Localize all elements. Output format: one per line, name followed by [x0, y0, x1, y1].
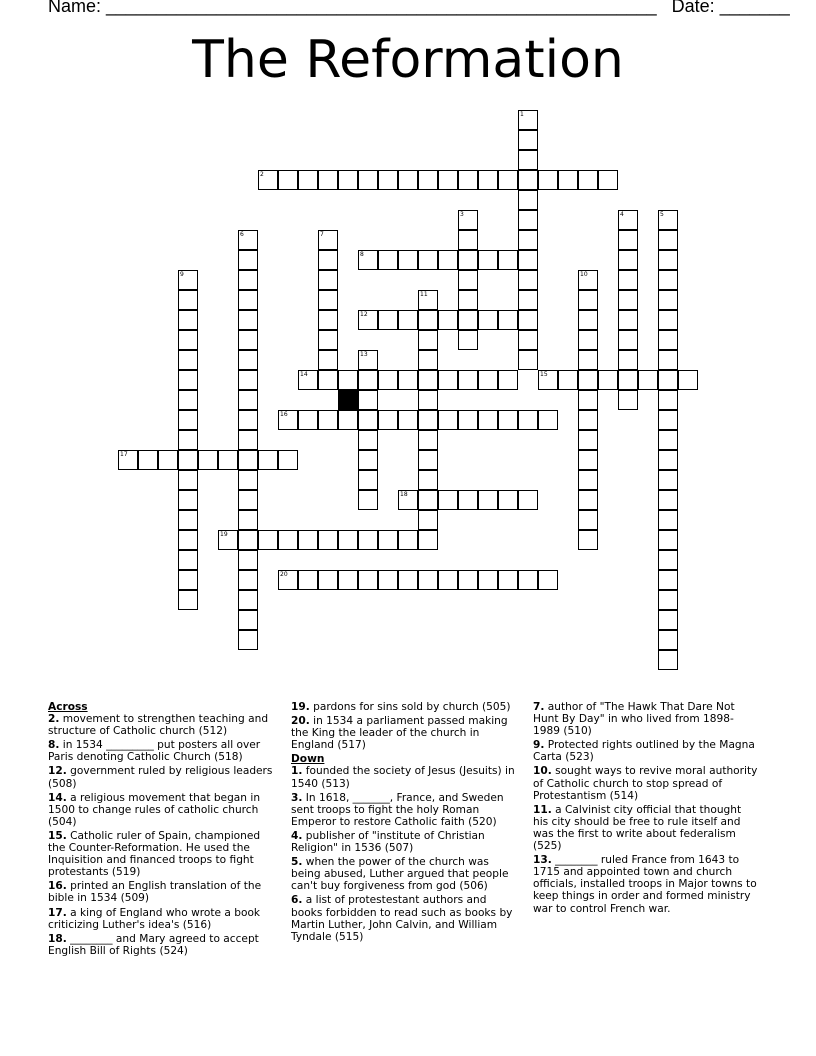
clue-item-number: 8.: [48, 739, 60, 752]
clue-item: [48, 792, 274, 828]
crossword-cell[interactable]: [358, 170, 378, 190]
clue-number: 2: [260, 171, 264, 178]
crossword-cell[interactable]: [318, 350, 338, 370]
crossword-cell[interactable]: [538, 170, 558, 190]
crossword-cell[interactable]: [658, 230, 678, 250]
crossword-cell[interactable]: [458, 310, 478, 330]
crossword-cell[interactable]: [398, 570, 418, 590]
crossword-cell[interactable]: [578, 450, 598, 470]
crossword-cell[interactable]: [438, 370, 458, 390]
crossword-cell[interactable]: [458, 370, 478, 390]
crossword-cell[interactable]: [518, 350, 538, 370]
clue-item-number: 9.: [533, 739, 545, 752]
crossword-cell[interactable]: [318, 570, 338, 590]
crossword-cell[interactable]: [438, 490, 458, 510]
crossword-cell[interactable]: [518, 210, 538, 230]
crossword-cell[interactable]: [238, 290, 258, 310]
clue-section-heading: Across: [48, 701, 88, 713]
crossword-cell[interactable]: [578, 310, 598, 330]
clue-item: [291, 701, 517, 713]
clue-item-text: printed an English translation of the bible in 1534 (509): [48, 880, 262, 905]
crossword-cell[interactable]: [178, 470, 198, 490]
crossword-cell[interactable]: [238, 430, 258, 450]
crossword-cell[interactable]: [358, 410, 378, 430]
crossword-cell[interactable]: [458, 330, 478, 350]
crossword-cell[interactable]: [158, 450, 178, 470]
clues-column-1: [48, 701, 274, 959]
crossword-cell[interactable]: [318, 530, 338, 550]
clue-item-text: Catholic ruler of Spain, championed the Counter-Reformation. He used the Inquisition and financed troops to fight protestants (519): [48, 829, 261, 879]
crossword-cell[interactable]: [518, 150, 538, 170]
crossword-cell[interactable]: [378, 370, 398, 390]
crossword-cell[interactable]: [418, 430, 438, 450]
crossword-cell[interactable]: [618, 350, 638, 370]
crossword-cell[interactable]: [638, 370, 658, 390]
crossword-cell[interactable]: [658, 510, 678, 530]
clue-number: 14: [300, 371, 308, 378]
clue-item-number: 20.: [291, 715, 310, 728]
crossword-cell[interactable]: [318, 270, 338, 290]
crossword-cell[interactable]: [358, 570, 378, 590]
crossword-cell[interactable]: [658, 350, 678, 370]
clue-item: [48, 830, 274, 878]
crossword-cell[interactable]: [418, 450, 438, 470]
crossword-cell[interactable]: [658, 270, 678, 290]
crossword-cell[interactable]: [458, 170, 478, 190]
clues-column-2: [291, 701, 517, 945]
clue-item: [291, 856, 517, 892]
crossword-cell[interactable]: [618, 330, 638, 350]
crossword-cell[interactable]: [338, 170, 358, 190]
clue-number: 1: [520, 111, 524, 118]
crossword-cell[interactable]: [278, 170, 298, 190]
crossword-cell[interactable]: [618, 390, 638, 410]
clue-number: 7: [320, 231, 324, 238]
crossword-cell[interactable]: [518, 230, 538, 250]
crossword-cell[interactable]: [238, 330, 258, 350]
crossword-cell[interactable]: [378, 250, 398, 270]
crossword-cell[interactable]: [418, 370, 438, 390]
crossword-cell[interactable]: [178, 350, 198, 370]
crossword-cell[interactable]: [418, 350, 438, 370]
crossword-cell[interactable]: [378, 570, 398, 590]
clue-item-text: a king of England who wrote a book criticizing Luther's idea's (516): [48, 906, 261, 931]
crossword-cell[interactable]: [418, 490, 438, 510]
crossword-cell[interactable]: [598, 370, 618, 390]
crossword-cell[interactable]: [358, 390, 378, 410]
clue-item-text: founded the society of Jesus (Jesuits) in 1540 (513): [291, 765, 515, 790]
crossword-cell[interactable]: [358, 530, 378, 550]
crossword-cell[interactable]: [378, 530, 398, 550]
black-cell: [338, 390, 358, 410]
crossword-cell[interactable]: [658, 630, 678, 650]
clue-number: 5: [660, 211, 664, 218]
crossword-cell[interactable]: [318, 290, 338, 310]
clue-item-number: 7.: [533, 701, 545, 713]
crossword-cell[interactable]: [518, 190, 538, 210]
crossword-cell[interactable]: [578, 170, 598, 190]
crossword-cell[interactable]: [278, 530, 298, 550]
crossword-cell[interactable]: [398, 170, 418, 190]
crossword-cell[interactable]: [418, 250, 438, 270]
clue-item-text: In 1618, _______, France, and Sweden sent troops to fight the holy Roman Emperor to restore Catholic faith (520): [291, 791, 504, 828]
clue-number: 9: [180, 271, 184, 278]
crossword-cell[interactable]: [238, 390, 258, 410]
crossword-cell[interactable]: [458, 290, 478, 310]
crossword-cell[interactable]: [458, 250, 478, 270]
clues-column-3: [533, 701, 759, 917]
crossword-cell[interactable]: [538, 410, 558, 430]
clue-item-number: 18.: [48, 932, 67, 945]
name-blank[interactable]: _______________________________________________________: [106, 0, 657, 16]
clue-item-text: when the power of the church was being abused, Luther argued that people can't buy forgiveness from god (506): [291, 856, 509, 893]
crossword-cell[interactable]: [658, 430, 678, 450]
clue-item: [48, 713, 274, 737]
crossword-cell[interactable]: [478, 170, 498, 190]
clue-item: [533, 804, 759, 852]
crossword-cell[interactable]: [478, 310, 498, 330]
crossword-cell[interactable]: [578, 330, 598, 350]
crossword-cell[interactable]: [618, 250, 638, 270]
crossword-cell[interactable]: [418, 310, 438, 330]
crossword-cell[interactable]: [418, 570, 438, 590]
crossword-cell[interactable]: [658, 650, 678, 670]
clue-item-number: 16.: [48, 880, 67, 893]
crossword-cell[interactable]: [498, 310, 518, 330]
crossword-cell[interactable]: [518, 250, 538, 270]
clue-item-text: author of "The Hawk That Dare Not Hunt By Day" in who lived from 1898-1989 (510): [533, 701, 735, 738]
crossword-cell[interactable]: [498, 370, 518, 390]
clue-item-number: 6.: [291, 894, 303, 907]
clue-number: 17: [120, 451, 128, 458]
crossword-cell[interactable]: [438, 250, 458, 270]
crossword-cell[interactable]: [518, 490, 538, 510]
clue-item: [291, 715, 517, 751]
clue-number: 4: [620, 211, 624, 218]
crossword-cell[interactable]: [498, 570, 518, 590]
crossword-cell[interactable]: [418, 470, 438, 490]
crossword-cell[interactable]: [578, 370, 598, 390]
crossword-cell[interactable]: [578, 530, 598, 550]
crossword-cell[interactable]: [458, 410, 478, 430]
clue-item-number: 14.: [48, 791, 67, 804]
crossword-cell[interactable]: [318, 310, 338, 330]
crossword-cell[interactable]: [498, 170, 518, 190]
crossword-cell[interactable]: [298, 410, 318, 430]
crossword-cell[interactable]: [178, 330, 198, 350]
crossword-cell[interactable]: [178, 510, 198, 530]
clue-number: 12: [360, 311, 368, 318]
crossword-cell[interactable]: [518, 570, 538, 590]
crossword-cell[interactable]: [218, 450, 238, 470]
crossword-cell[interactable]: [578, 390, 598, 410]
crossword-cell[interactable]: [258, 530, 278, 550]
clue-item-number: 17.: [48, 906, 67, 919]
clue-number: 13: [360, 351, 368, 358]
clue-item-number: 10.: [533, 765, 552, 778]
crossword-cell[interactable]: [338, 530, 358, 550]
crossword-cell[interactable]: [658, 450, 678, 470]
clue-number: 20: [280, 571, 288, 578]
crossword-cell[interactable]: [598, 170, 618, 190]
crossword-cell[interactable]: [338, 570, 358, 590]
crossword-cell[interactable]: [398, 410, 418, 430]
crossword-cell[interactable]: [398, 370, 418, 390]
clue-number: 19: [220, 531, 228, 538]
crossword-cell[interactable]: [378, 310, 398, 330]
crossword-cell[interactable]: [318, 330, 338, 350]
crossword-cell[interactable]: [678, 370, 698, 390]
crossword-cell[interactable]: [498, 410, 518, 430]
crossword-cell[interactable]: [318, 370, 338, 390]
clue-item: [533, 739, 759, 763]
clue-item: [291, 792, 517, 828]
page-title: The Reformation: [192, 30, 624, 90]
clue-number: 8: [360, 251, 364, 258]
clue-item-number: 4.: [291, 829, 303, 842]
date-blank[interactable]: _______: [719, 0, 790, 16]
crossword-cell[interactable]: [238, 450, 258, 470]
crossword-cell[interactable]: [458, 270, 478, 290]
crossword-cell[interactable]: [578, 470, 598, 490]
clue-number: 15: [540, 371, 548, 378]
crossword-cell[interactable]: [458, 570, 478, 590]
clue-item-number: 19.: [291, 701, 310, 713]
crossword-cell[interactable]: [658, 490, 678, 510]
clue-number: 18: [400, 491, 408, 498]
clue-item: [48, 907, 274, 931]
crossword-cell[interactable]: [358, 490, 378, 510]
crossword-cell[interactable]: [178, 570, 198, 590]
clue-section-heading: Down: [291, 753, 325, 766]
crossword-cell[interactable]: [658, 330, 678, 350]
crossword-cell[interactable]: [418, 390, 438, 410]
crossword-cell[interactable]: [238, 630, 258, 650]
crossword-cell[interactable]: [398, 530, 418, 550]
crossword-cell[interactable]: [338, 410, 358, 430]
crossword-cell[interactable]: [238, 350, 258, 370]
clue-item-number: 12.: [48, 765, 67, 778]
crossword-cell[interactable]: [258, 450, 278, 470]
crossword-cell[interactable]: [518, 170, 538, 190]
crossword-cell[interactable]: [558, 370, 578, 390]
crossword-cell[interactable]: [658, 310, 678, 330]
clue-item-text: a religious movement that began in 1500 to change rules of catholic church (504): [48, 791, 261, 828]
clue-number: 11: [420, 291, 428, 298]
crossword-cell[interactable]: [238, 550, 258, 570]
crossword-cell[interactable]: [518, 330, 538, 350]
crossword-cell[interactable]: [478, 490, 498, 510]
crossword-cell[interactable]: [618, 230, 638, 250]
crossword-cell[interactable]: [658, 290, 678, 310]
clue-item-text: pardons for sins sold by church (505): [313, 701, 511, 713]
crossword-cell[interactable]: [658, 470, 678, 490]
crossword-cell[interactable]: [578, 290, 598, 310]
crossword-cell[interactable]: [518, 270, 538, 290]
crossword-cell[interactable]: [658, 530, 678, 550]
crossword-cell[interactable]: [178, 590, 198, 610]
clue-item: [533, 765, 759, 801]
clue-item-number: 11.: [533, 803, 552, 816]
crossword-cell[interactable]: [358, 450, 378, 470]
crossword-cell[interactable]: [238, 530, 258, 550]
crossword-cell[interactable]: [358, 470, 378, 490]
date-label: Date:: [671, 0, 715, 16]
crossword-cell[interactable]: [318, 250, 338, 270]
clue-item: [48, 933, 274, 957]
crossword-cell[interactable]: [178, 310, 198, 330]
clue-item-number: 2.: [48, 713, 60, 726]
crossword-cell[interactable]: [438, 570, 458, 590]
clue-item-number: 13.: [533, 854, 552, 867]
crossword-cell[interactable]: [658, 410, 678, 430]
crossword-cell[interactable]: [658, 590, 678, 610]
crossword-cell[interactable]: [518, 310, 538, 330]
crossword-cell[interactable]: [578, 490, 598, 510]
crossword-cell[interactable]: [238, 490, 258, 510]
crossword-cell[interactable]: [478, 570, 498, 590]
crossword-cell[interactable]: [178, 490, 198, 510]
clue-item-text: publisher of "institute of Christian Religion" in 1536 (507): [291, 829, 485, 855]
clue-item-number: 3.: [291, 791, 303, 804]
crossword-cell[interactable]: [418, 170, 438, 190]
clue-item-text: movement to strengthen teaching and structure of Catholic church (512): [48, 713, 269, 738]
crossword-cell[interactable]: [478, 410, 498, 430]
crossword-cell[interactable]: [238, 370, 258, 390]
crossword-cell[interactable]: [298, 570, 318, 590]
crossword-cell[interactable]: [198, 450, 218, 470]
crossword-cell[interactable]: [458, 230, 478, 250]
crossword-cell[interactable]: [658, 610, 678, 630]
crossword-cell[interactable]: [658, 390, 678, 410]
crossword-cell[interactable]: [458, 490, 478, 510]
crossword-cell[interactable]: [178, 430, 198, 450]
crossword-cell[interactable]: [578, 410, 598, 430]
crossword-cell[interactable]: [238, 610, 258, 630]
crossword-cell[interactable]: [358, 370, 378, 390]
clue-item-text: a list of protestestant authors and books forbidden to read such as books by Martin Luther, John Calvin, and William Tyndale (515): [291, 894, 513, 943]
crossword-cell[interactable]: [418, 410, 438, 430]
clue-item-number: 1.: [291, 765, 303, 778]
crossword-cell[interactable]: [238, 270, 258, 290]
crossword-cell[interactable]: [178, 370, 198, 390]
clue-number: 3: [460, 211, 464, 218]
crossword-cell[interactable]: [478, 250, 498, 270]
crossword-cell[interactable]: [518, 410, 538, 430]
crossword-cell[interactable]: [658, 370, 678, 390]
crossword-cell[interactable]: [658, 250, 678, 270]
crossword-cell[interactable]: [578, 430, 598, 450]
clue-item-text: ________ ruled France from 1643 to 1715 and appointed town and church officials, installed troops in Major towns to keep things in order and formed ministry war to control French war.: [533, 854, 757, 915]
crossword-cell[interactable]: [178, 450, 198, 470]
clue-item: [533, 701, 759, 737]
clue-number: 10: [580, 271, 588, 278]
crossword-cell[interactable]: [418, 530, 438, 550]
crossword-cell[interactable]: [238, 470, 258, 490]
clue-item-text: sought ways to revive moral authority of Catholic church to stop spread of Protestantism (514): [533, 765, 758, 802]
crossword-cell[interactable]: [658, 550, 678, 570]
crossword-cell[interactable]: [138, 450, 158, 470]
crossword-cell[interactable]: [618, 370, 638, 390]
crossword-cell[interactable]: [178, 530, 198, 550]
crossword-cell[interactable]: [418, 510, 438, 530]
crossword-cell[interactable]: [618, 290, 638, 310]
crossword-cell[interactable]: [518, 290, 538, 310]
crossword-cell[interactable]: [338, 370, 358, 390]
clue-item-text: government ruled by religious leaders (508): [48, 765, 273, 790]
crossword-cell[interactable]: [558, 170, 578, 190]
crossword-cell[interactable]: [538, 570, 558, 590]
clue-number: 16: [280, 411, 288, 418]
crossword-cell[interactable]: [378, 410, 398, 430]
clue-item: [291, 830, 517, 854]
crossword-cell[interactable]: [278, 450, 298, 470]
crossword-cell[interactable]: [178, 390, 198, 410]
crossword-cell[interactable]: [618, 270, 638, 290]
crossword-cell[interactable]: [298, 170, 318, 190]
clue-item-text: ________ and Mary agreed to accept English Bill of Rights (524): [48, 932, 259, 957]
crossword-cell[interactable]: [658, 570, 678, 590]
crossword-cell[interactable]: [578, 510, 598, 530]
clue-item-text: in 1534 _________ put posters all over Paris denoting Catholic Church (518): [48, 739, 261, 764]
crossword-cell[interactable]: [238, 410, 258, 430]
clue-item: [48, 765, 274, 789]
crossword-cell[interactable]: [238, 590, 258, 610]
crossword-cell[interactable]: [318, 170, 338, 190]
crossword-cell[interactable]: [618, 310, 638, 330]
clue-item: [48, 880, 274, 904]
crossword-cell[interactable]: [238, 570, 258, 590]
clue-item: [291, 765, 517, 789]
clue-item-number: 15.: [48, 829, 67, 842]
crossword-cell[interactable]: [178, 290, 198, 310]
crossword-cell[interactable]: [578, 350, 598, 370]
name-label: Name:: [48, 0, 102, 16]
crossword-cell[interactable]: [438, 170, 458, 190]
crossword-cell[interactable]: [398, 250, 418, 270]
crossword-cell[interactable]: [238, 510, 258, 530]
crossword-cell[interactable]: [238, 250, 258, 270]
crossword-cell[interactable]: [178, 550, 198, 570]
crossword-cell[interactable]: [398, 310, 418, 330]
clue-number: 6: [240, 231, 244, 238]
clue-item: [533, 854, 759, 914]
crossword-cell[interactable]: [438, 310, 458, 330]
crossword-cell[interactable]: [358, 430, 378, 450]
clue-item-number: 5.: [291, 856, 303, 869]
crossword-cell[interactable]: [238, 310, 258, 330]
crossword-cell[interactable]: [418, 330, 438, 350]
clue-item: [48, 739, 274, 763]
crossword-cell[interactable]: [518, 130, 538, 150]
clue-item: [291, 894, 517, 942]
crossword-cell[interactable]: [438, 410, 458, 430]
clue-item-text: a Calvinist city official that thought his city should be free to rule itself and was the first to write about federalism (525): [533, 803, 742, 853]
crossword-cell[interactable]: [478, 370, 498, 390]
crossword-cell[interactable]: [178, 410, 198, 430]
clue-item-text: in 1534 a parliament passed making the King the leader of the church in England (517): [291, 715, 508, 752]
crossword-cell[interactable]: [498, 250, 518, 270]
clue-item-text: Protected rights outlined by the Magna Carta (523): [533, 739, 755, 764]
crossword-cell[interactable]: [378, 170, 398, 190]
crossword-cell[interactable]: [298, 530, 318, 550]
crossword-cell[interactable]: [318, 410, 338, 430]
crossword-cell[interactable]: [498, 490, 518, 510]
